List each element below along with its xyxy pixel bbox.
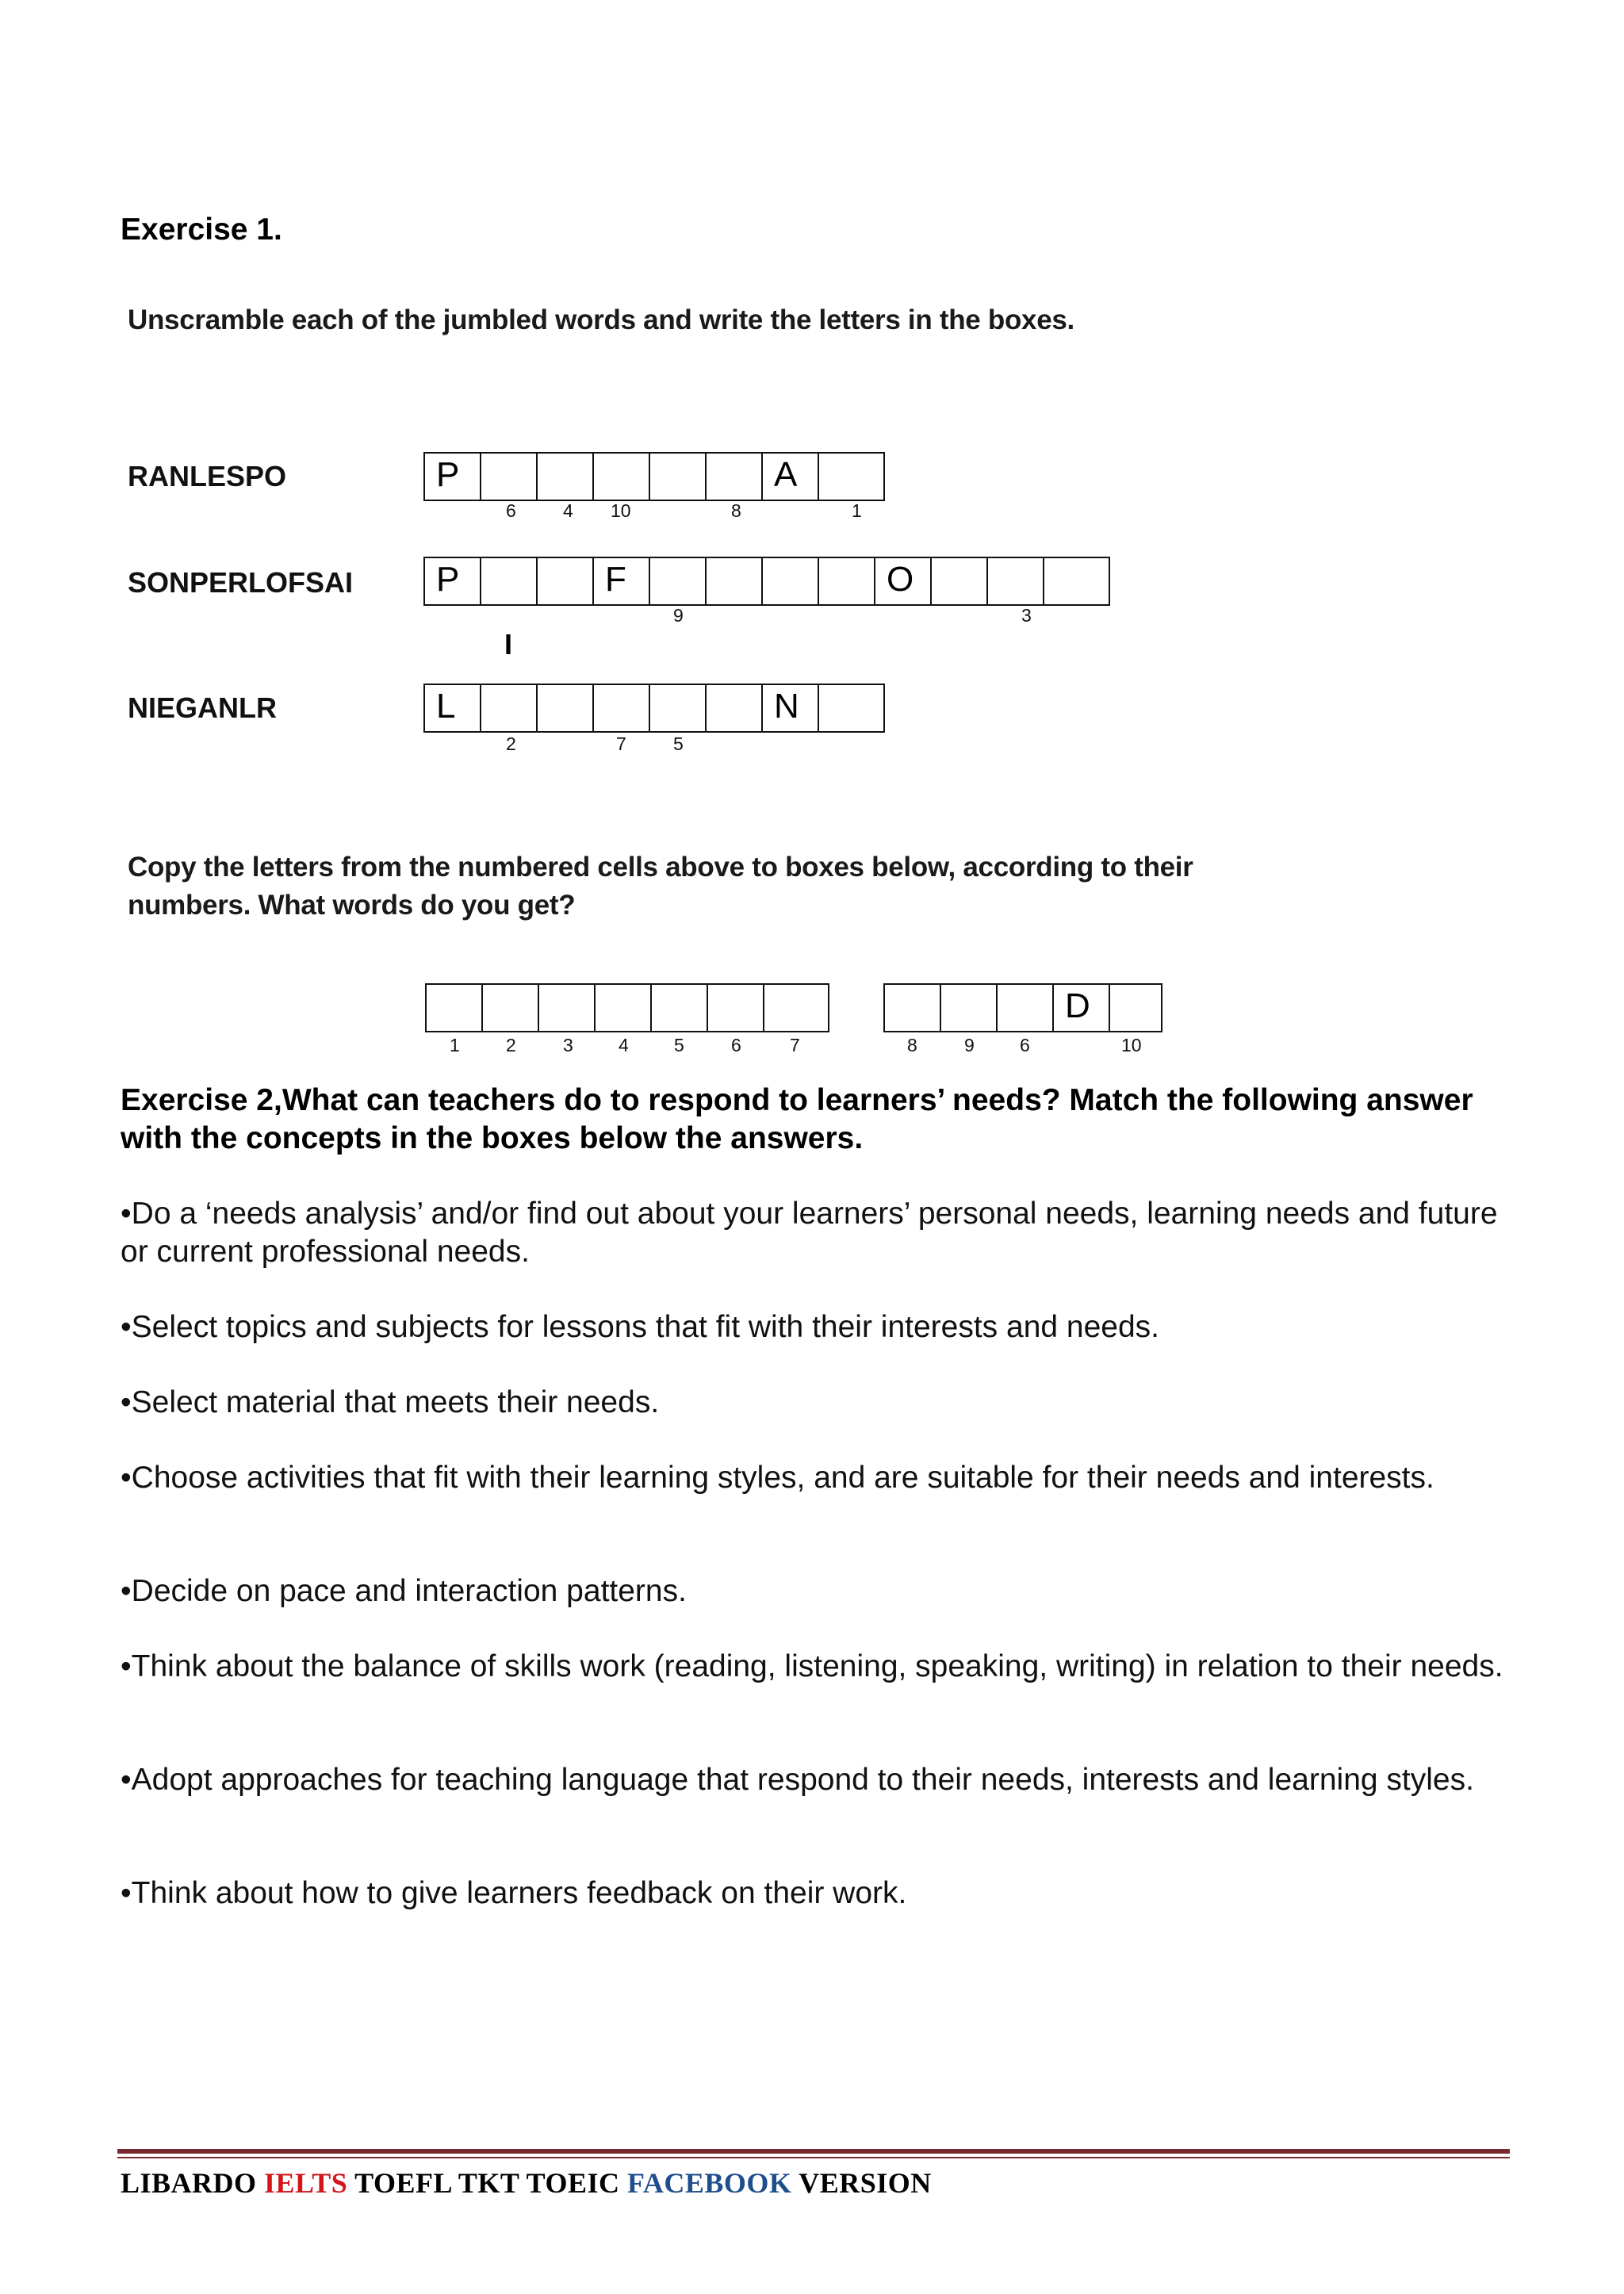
answer-number: 2 <box>506 1035 516 1055</box>
grid-cell[interactable] <box>481 558 538 604</box>
copy-instruction-line-2: numbers. What words do you get? <box>128 890 576 921</box>
answer-cell[interactable] <box>941 985 998 1031</box>
answer-bullet: •Think about how to give learners feedback on their work. <box>121 1876 907 1910</box>
jumbled-word-3: NIEGANLR <box>128 691 277 724</box>
exercise-1-title: Exercise 1. <box>121 213 282 247</box>
answer-number: 8 <box>907 1035 917 1055</box>
answer-number: 7 <box>790 1035 800 1055</box>
answer-cell[interactable] <box>708 985 764 1031</box>
grid-cell[interactable] <box>650 454 707 500</box>
footer-facebook: FACEBOOK <box>627 2167 792 2199</box>
answer-grid-2 <box>883 983 1162 1032</box>
footer-name: LIBARDO <box>121 2167 265 2199</box>
footer-version: VERSION <box>791 2167 932 2199</box>
answer-number: 6 <box>731 1035 741 1055</box>
answer-number: 4 <box>619 1035 629 1055</box>
grid-cell[interactable]: N <box>763 685 819 731</box>
copy-instruction-line-1: Copy the letters from the numbered cells above to boxes below, according to their <box>128 852 1193 883</box>
grid-cell[interactable] <box>481 685 538 731</box>
answer-cell[interactable] <box>764 985 821 1031</box>
answer-cell[interactable]: D <box>1054 985 1110 1031</box>
word-grid-3 <box>423 684 885 733</box>
answer-cell[interactable] <box>483 985 539 1031</box>
cell-number: 2 <box>506 733 516 754</box>
answer-number: 10 <box>1121 1035 1142 1055</box>
answer-cell[interactable] <box>652 985 708 1031</box>
grid-cell[interactable] <box>988 558 1044 604</box>
answer-grid-1 <box>425 983 829 1032</box>
grid-cell[interactable] <box>650 685 707 731</box>
footer-exams: TOEFL TKT TOEIC <box>347 2167 627 2199</box>
footer-rule <box>117 2149 1510 2154</box>
cell-number: 10 <box>611 500 631 521</box>
answer-cell[interactable] <box>998 985 1054 1031</box>
grid-cell[interactable] <box>707 558 763 604</box>
jumbled-word-2: SONPERLOFSAI <box>128 566 354 599</box>
footer-rule-thin <box>117 2157 1510 2158</box>
grid-cell[interactable] <box>538 558 594 604</box>
grid-cell[interactable] <box>538 454 594 500</box>
answer-cell[interactable] <box>1110 985 1161 1031</box>
grid-cell[interactable] <box>594 685 650 731</box>
answer-bullet: •Decide on pace and interaction patterns. <box>121 1574 687 1608</box>
cell-number: 7 <box>616 733 626 754</box>
grid-cell[interactable] <box>538 685 594 731</box>
answer-bullet: •Select topics and subjects for lessons that fit with their interests and needs. <box>121 1310 1160 1344</box>
answer-bullet: •Choose activities that fit with their learning styles, and are suitable for their needs and interests. <box>121 1461 1434 1495</box>
cell-number: 8 <box>731 500 741 521</box>
answer-number: 5 <box>674 1035 684 1055</box>
answer-bullet: •Think about the balance of skills work (reading, listening, speaking, writing) in relation to their needs. <box>121 1649 1503 1683</box>
grid-cell[interactable] <box>707 454 763 500</box>
answer-bullet: •Do a ‘needs analysis’ and/or find out about your learners’ personal needs, learning needs and future or current professional needs. <box>121 1197 1498 1269</box>
cell-number: 6 <box>506 500 516 521</box>
grid-cell[interactable] <box>763 558 819 604</box>
cell-number: 3 <box>1021 605 1032 626</box>
word-grid-2 <box>423 557 1110 606</box>
grid-cell[interactable] <box>1044 558 1101 604</box>
grid-cell[interactable]: A <box>763 454 819 500</box>
answer-cell[interactable] <box>539 985 596 1031</box>
answer-number: 6 <box>1020 1035 1030 1055</box>
grid-cell[interactable]: F <box>594 558 650 604</box>
grid-cell[interactable] <box>707 685 763 731</box>
grid-cell[interactable]: L <box>425 685 481 731</box>
grid-cell[interactable] <box>481 454 538 500</box>
answer-number: 3 <box>563 1035 573 1055</box>
grid-cell[interactable] <box>819 685 875 731</box>
grid-cell[interactable] <box>819 558 875 604</box>
cell-number: 5 <box>673 733 684 754</box>
cell-number: 4 <box>563 500 573 521</box>
cell-number: 9 <box>673 605 684 626</box>
grid-cell[interactable] <box>650 558 707 604</box>
grid-cell[interactable] <box>819 454 875 500</box>
answer-cell[interactable] <box>427 985 483 1031</box>
stray-letter: I <box>504 628 513 661</box>
answer-bullet: •Select material that meets their needs. <box>121 1385 660 1419</box>
exercise-2-title: Exercise 2,What can teachers do to respond to learners’ needs? Match the following answer with the concepts in the boxes below the answers. <box>121 1083 1473 1155</box>
grid-cell[interactable]: P <box>425 558 481 604</box>
answer-cell[interactable] <box>885 985 941 1031</box>
grid-cell[interactable] <box>932 558 988 604</box>
grid-cell[interactable] <box>594 454 650 500</box>
grid-cell[interactable]: O <box>875 558 932 604</box>
answer-number: 1 <box>450 1035 460 1055</box>
answer-bullet: •Adopt approaches for teaching language that respond to their needs, interests and learning styles. <box>121 1763 1474 1797</box>
exercise-1-instruction: Unscramble each of the jumbled words and write the letters in the boxes. <box>128 304 1074 335</box>
grid-cell[interactable]: P <box>425 454 481 500</box>
footer-ielts: IELTS <box>264 2167 348 2199</box>
jumbled-word-1: RANLESPO <box>128 460 287 492</box>
answer-number: 9 <box>964 1035 975 1055</box>
footer-text <box>121 2166 932 2200</box>
word-grid-1 <box>423 452 885 501</box>
cell-number: 1 <box>852 500 862 521</box>
answer-cell[interactable] <box>596 985 652 1031</box>
